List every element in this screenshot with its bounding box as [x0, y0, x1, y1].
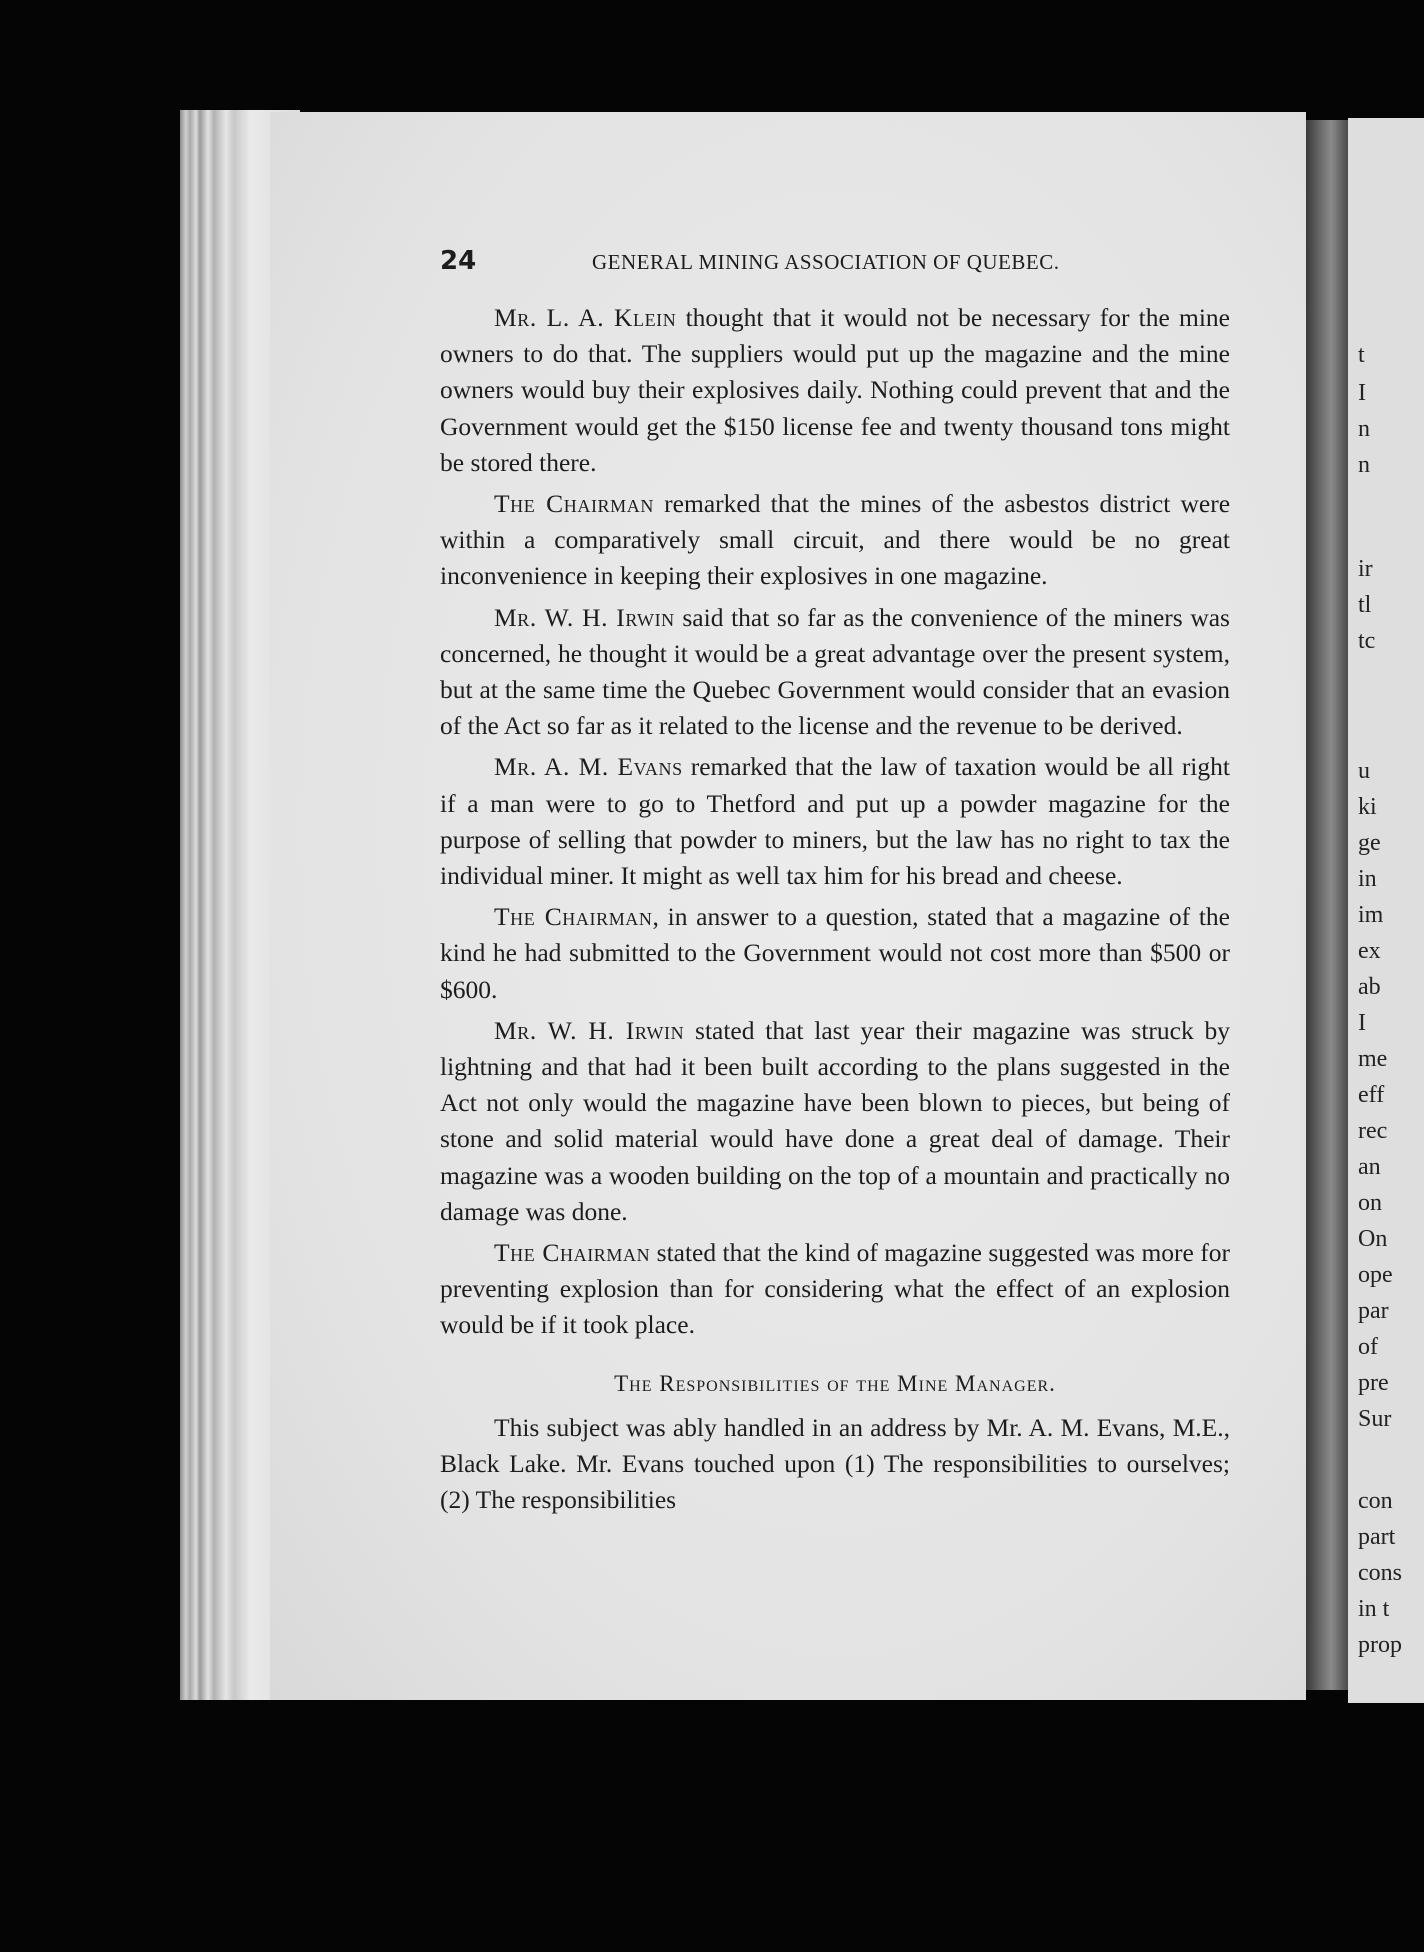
paragraph-text: remarked that the mines of the asbestos district were within a comparatively small circuit, and there would be no great inconvenience in keeping their explosives in one magazine. [440, 489, 1231, 591]
running-title: GENERAL MINING ASSOCIATION OF QUEBEC. [592, 250, 1060, 274]
facing-page-text-fragment: ge [1358, 830, 1381, 856]
facing-page-text-fragment: an [1358, 1154, 1381, 1180]
facing-page-text-fragment: pre [1358, 1370, 1389, 1396]
paragraph [440, 749, 1230, 894]
facing-page-text-fragment: tl [1358, 592, 1372, 618]
facing-page-text-fragment: rec [1358, 1118, 1388, 1144]
paragraph-text: stated that the kind of magazine suggested was more for preventing explosion than for considering what the effect of an explosion would be if it took place. [440, 1238, 1230, 1340]
facing-page-text-fragment: eff [1358, 1082, 1385, 1108]
paragraph-text: thought that it would not be necessary for the mine owners to do that. The suppliers would put up the magazine and the mine owners would buy their explosives daily. Nothing could prevent that and the Government would get the $150 license fee and twenty thousand tons might be stored there. [440, 303, 1231, 477]
facing-page-text-fragment: ir [1358, 556, 1373, 582]
facing-page-text-fragment: ope [1358, 1262, 1393, 1288]
facing-page-text-fragment: I [1358, 380, 1366, 406]
paragraph [440, 1235, 1230, 1344]
facing-page-text-fragment: part [1358, 1524, 1396, 1550]
paragraph-text: said that so far as the convenience of the miners was concerned, he thought it would be a great advantage over the present system, but at the same time the Quebec Government would consider that an evasion of the Act so far as it related to the license and the revenue to be derived. [440, 602, 1230, 741]
page-number: 24 [440, 246, 477, 276]
book-gutter [1306, 120, 1348, 1690]
facing-page-text-fragment: ki [1358, 794, 1377, 820]
facing-page-text-fragment: on [1358, 1190, 1382, 1216]
facing-page-text-fragment: me [1358, 1046, 1388, 1072]
paragraph-text: stated that last year their magazine was struck by lightning and that had it been built according to the plans suggested in the Act not only would the magazine have been blown to pieces, but being of stone and solid material would have done a great deal of damage. Their magazine was a wooden building on the top of a mountain and practically no damage was done. [440, 1015, 1230, 1226]
facing-page-text-fragment: ex [1358, 938, 1381, 964]
facing-page-text-fragment: in t [1358, 1596, 1390, 1622]
facing-page-text-fragment: ab [1358, 974, 1381, 1000]
facing-page-text-fragment: prop [1358, 1632, 1402, 1658]
speaker-name: Mr. W. H. Irwin [494, 1015, 685, 1045]
page-header [440, 246, 1230, 286]
facing-page-text-fragment: par [1358, 1298, 1389, 1324]
facing-page-text-fragment: tc [1358, 628, 1376, 654]
facing-page-text-fragment: On [1358, 1226, 1388, 1252]
paragraph [440, 899, 1230, 1008]
section-paragraph: This subject was ably handled in an address by Mr. A. M. Evans, M.E., Black Lake. Mr. Evans touched upon (1) The responsibilities to ourselves; (2) The responsibilities [440, 1412, 1230, 1515]
speaker-name: Mr. W. H. Irwin [494, 602, 675, 632]
paragraph-text: remarked that the law of taxation would be all right if a man were to go to Thetford and put up a powder magazine for the purpose of selling that powder to miners, but the law has no right to tax the individual miner. It might as well tax him for his bread and cheese. [440, 752, 1230, 891]
facing-page-text-fragment: con [1358, 1488, 1393, 1514]
paragraph [440, 1013, 1230, 1230]
facing-page-text-fragment: in [1358, 866, 1377, 892]
facing-page-text-fragment: t [1358, 342, 1365, 368]
speaker-name: The Chairman [494, 1238, 651, 1268]
facing-page-fragment [1348, 118, 1424, 1703]
facing-page-text-fragment: of [1358, 1334, 1378, 1360]
speaker-name: Mr. A. M. Evans [494, 752, 683, 782]
facing-page-text-fragment: n [1358, 452, 1370, 478]
facing-page-text-fragment: u [1358, 758, 1370, 784]
facing-page-text-fragment: I [1358, 1010, 1366, 1036]
section-heading: The Responsibilities of the Mine Manager. [614, 1370, 1056, 1396]
facing-page-text-fragment: cons [1358, 1560, 1402, 1586]
facing-page-text-fragment: Sur [1358, 1406, 1392, 1432]
paragraph [440, 300, 1230, 481]
paragraph [440, 600, 1230, 745]
body-text [440, 300, 1230, 1524]
speaker-name: Mr. L. A. Klein [494, 303, 677, 332]
speaker-name: The Chairman [494, 489, 654, 519]
facing-page-text-fragment: im [1358, 902, 1384, 928]
paragraph-text: , in answer to a question, stated that a magazine of the kind he had submitted to the Government would not cost more than $500 or $600. [440, 902, 1230, 1004]
paragraph [440, 486, 1230, 595]
facing-page-text-fragment: n [1358, 416, 1370, 442]
speaker-name: The Chairman [494, 902, 653, 932]
